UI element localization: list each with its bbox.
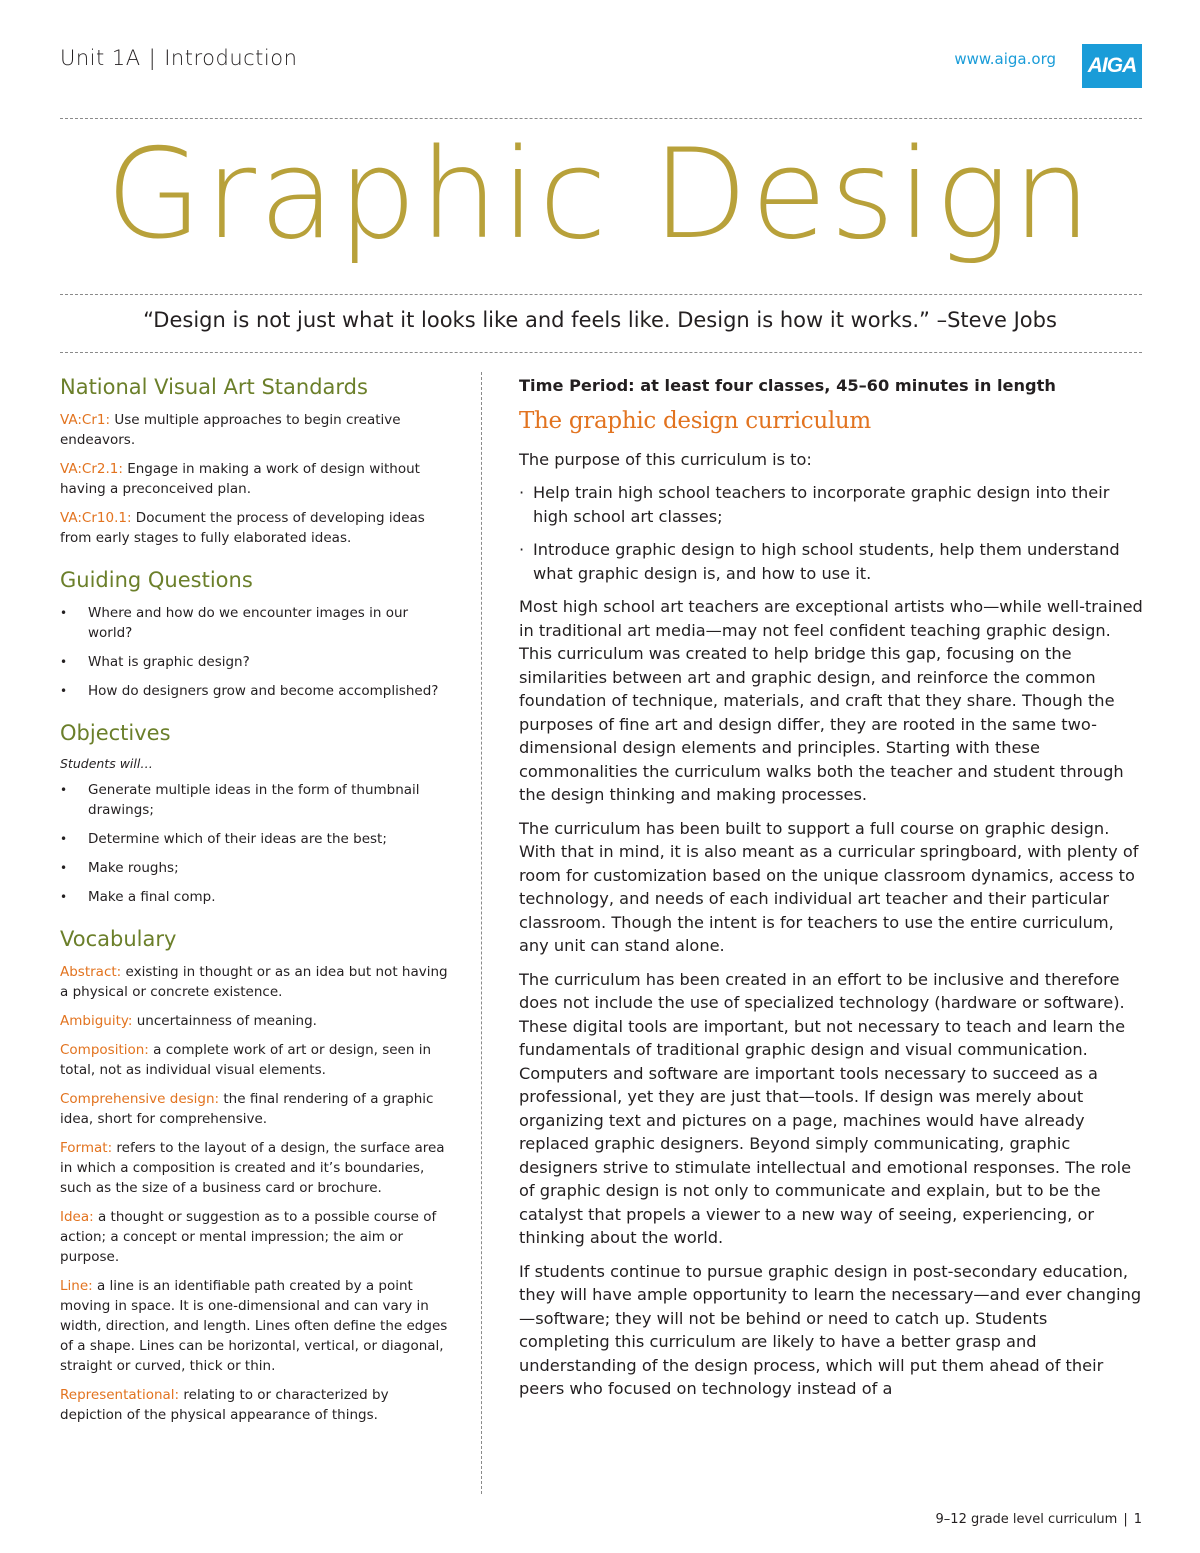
standard-text: Document the process of developing ideas from early stages to fully elaborated ideas. bbox=[60, 510, 425, 546]
vocab-item bbox=[60, 1207, 450, 1267]
objectives-section bbox=[60, 721, 450, 907]
section-name: Introduction bbox=[164, 46, 298, 70]
purpose-list bbox=[519, 481, 1143, 585]
page-header bbox=[60, 44, 1142, 84]
divider-top bbox=[60, 118, 1142, 119]
main-content bbox=[519, 374, 1143, 1411]
questions-list bbox=[60, 603, 450, 701]
objective-item: • Make roughs; bbox=[60, 858, 450, 878]
vocab-definition: the final rendering of a graphic idea, short for comprehensive. bbox=[60, 1091, 434, 1127]
objective-item: • Generate multiple ideas in the form of thumbnail drawings; bbox=[60, 780, 450, 820]
unit-number: Unit 1A bbox=[60, 46, 141, 70]
vocab-term: Representational: bbox=[60, 1387, 180, 1403]
section-heading: The graphic design curriculum bbox=[519, 407, 871, 434]
vocab-item bbox=[60, 1040, 450, 1080]
standard-item bbox=[60, 459, 450, 499]
question-item: • Where and how do we encounter images in our world? bbox=[60, 603, 450, 643]
purpose-item: · Introduce graphic design to high school students, help them understand what graphic design is, and how to use it. bbox=[519, 538, 1143, 585]
divider-quote-top bbox=[60, 294, 1142, 295]
website-link[interactable]: www.aiga.org bbox=[954, 50, 1056, 68]
separator: | bbox=[1123, 1512, 1128, 1527]
sidebar bbox=[60, 372, 450, 1445]
vocab-item bbox=[60, 1138, 450, 1198]
page-footer bbox=[936, 1512, 1142, 1527]
vocab-term: Abstract: bbox=[60, 964, 122, 980]
standard-item bbox=[60, 410, 450, 450]
standard-code: VA:Cr1: bbox=[60, 412, 111, 428]
aiga-logo: AIGA bbox=[1082, 44, 1142, 88]
vocab-term: Comprehensive design: bbox=[60, 1091, 220, 1107]
standard-text: Use multiple approaches to begin creative endeavors. bbox=[60, 412, 401, 448]
standards-section bbox=[60, 375, 450, 548]
quote: “Design is not just what it looks like and feels like. Design is how it works.” –Steve Jobs bbox=[143, 308, 1057, 332]
body-paragraph: Most high school art teachers are exceptional artists who—while well-trained in traditional art media—may not feel confident teaching graphic design. This curriculum was created to help bridge this gap, focusing on the similarities between art and graphic design, and reinforce the common foundation of technique, materials, and craft that they share. Though the purposes of fine art and design differ, they are rooted in the same two-dimensional design elements and principles. Starting with these commonalities the curriculum walks both the teacher and student through the design thinking and making processes. bbox=[519, 597, 1143, 804]
purpose-item: · Help train high school teachers to incorporate graphic design into their high school art classes; bbox=[519, 481, 1143, 528]
objectives-heading: Objectives bbox=[60, 721, 171, 745]
standards-heading: National Visual Art Standards bbox=[60, 375, 368, 399]
body-paragraph: If students continue to pursue graphic design in post-secondary education, they will have ample opportunity to learn the necessary—and ever changing—software; they will not be behind or need to catch up. Students completing this curriculum are likely to have a better grasp and understanding of the design process, which will put them ahead of their peers who focused on technology instead of a bbox=[519, 1261, 1142, 1398]
objective-item: • Make a final comp. bbox=[60, 887, 450, 907]
intro-text: The purpose of this curriculum is to: bbox=[519, 449, 812, 469]
vocab-term: Composition: bbox=[60, 1042, 149, 1058]
page-number: 1 bbox=[1133, 1512, 1142, 1527]
vocab-item bbox=[60, 1276, 450, 1376]
objectives-intro: Students will… bbox=[60, 756, 153, 771]
footer-label: 9–12 grade level curriculum bbox=[935, 1512, 1118, 1527]
divider-quote-bottom bbox=[60, 352, 1142, 353]
vocab-definition: existing in thought or as an idea but not having a physical or concrete existence. bbox=[60, 964, 448, 1000]
column-divider bbox=[481, 372, 482, 1494]
vocab-definition: a complete work of art or design, seen in total, not as individual visual elements. bbox=[60, 1042, 432, 1078]
body-paragraph: The curriculum has been created in an effort to be inclusive and therefore does not include the use of specialized technology (hardware or software). These digital tools are important, but not necessary to teach and learn the fundamentals of traditional graphic design and visual communication. Computers and software are important tools necessary to succeed as a professional, yet they are just that—tools. If design was merely about organizing text and pictures on a page, machines would have already replaced graphic designers. Beyond simply communicating, graphic designers strive to stimulate intellectual and emotional responses. The role of graphic design is not only to communicate and explain, but to be the catalyst that propels a viewer to a new way of seeing, experiencing, or thinking about the world. bbox=[519, 969, 1132, 1247]
vocab-definition: relating to or characterized by depiction of the physical appearance of things. bbox=[60, 1387, 389, 1423]
standard-code: VA:Cr2.1: bbox=[60, 461, 123, 477]
questions-section bbox=[60, 568, 450, 701]
standard-code: VA:Cr10.1: bbox=[60, 510, 132, 526]
standard-item bbox=[60, 508, 450, 548]
page-title: Graphic Design bbox=[105, 123, 1095, 267]
question-item: • What is graphic design? bbox=[60, 652, 450, 672]
question-item: • How do designers grow and become accomplished? bbox=[60, 681, 450, 701]
vocab-term: Line: bbox=[60, 1278, 93, 1294]
vocab-definition: a line is an identifiable path created by a point moving in space. It is one-dimensional and can vary in width, direction, and length. Lines often define the edges of a shape. Lines can be horizontal, vertical, or diagonal, straight or curved, thick or thin. bbox=[60, 1278, 448, 1374]
standard-text: Engage in making a work of design without having a preconceived plan. bbox=[60, 461, 420, 497]
vocab-item bbox=[60, 962, 450, 1002]
vocab-item bbox=[60, 1089, 450, 1129]
vocab-item bbox=[60, 1011, 450, 1031]
vocabulary-section bbox=[60, 927, 450, 1425]
vocabulary-heading: Vocabulary bbox=[60, 927, 177, 951]
vocab-term: Ambiguity: bbox=[60, 1013, 133, 1029]
vocab-term: Idea: bbox=[60, 1209, 94, 1225]
vocab-definition: uncertainness of meaning. bbox=[132, 1013, 317, 1029]
vocab-term: Format: bbox=[60, 1140, 113, 1156]
body-paragraph: The curriculum has been built to support a full course on graphic design. With that in mind, it is also meant as a curricular springboard, with plenty of room for customization based on the unique classroom dynamics, access to technology, and needs of each individual art teacher and their particular classroom. Though the intent is for teachers to use the entire curriculum, any unit can stand alone. bbox=[519, 818, 1139, 955]
questions-heading: Guiding Questions bbox=[60, 568, 253, 592]
vocab-definition: a thought or suggestion as to a possible course of action; a concept or mental impression; the aim or purpose. bbox=[60, 1209, 437, 1265]
objective-item: • Determine which of their ideas are the best; bbox=[60, 829, 450, 849]
objectives-list bbox=[60, 780, 450, 907]
time-period: Time Period: at least four classes, 45–60 minutes in length bbox=[519, 376, 1056, 395]
vocab-item bbox=[60, 1385, 450, 1425]
separator: | bbox=[148, 46, 157, 70]
vocab-definition: refers to the layout of a design, the surface area in which a composition is created and it’s boundaries, such as the size of a business card or brochure. bbox=[60, 1140, 445, 1196]
unit-label bbox=[60, 46, 297, 70]
